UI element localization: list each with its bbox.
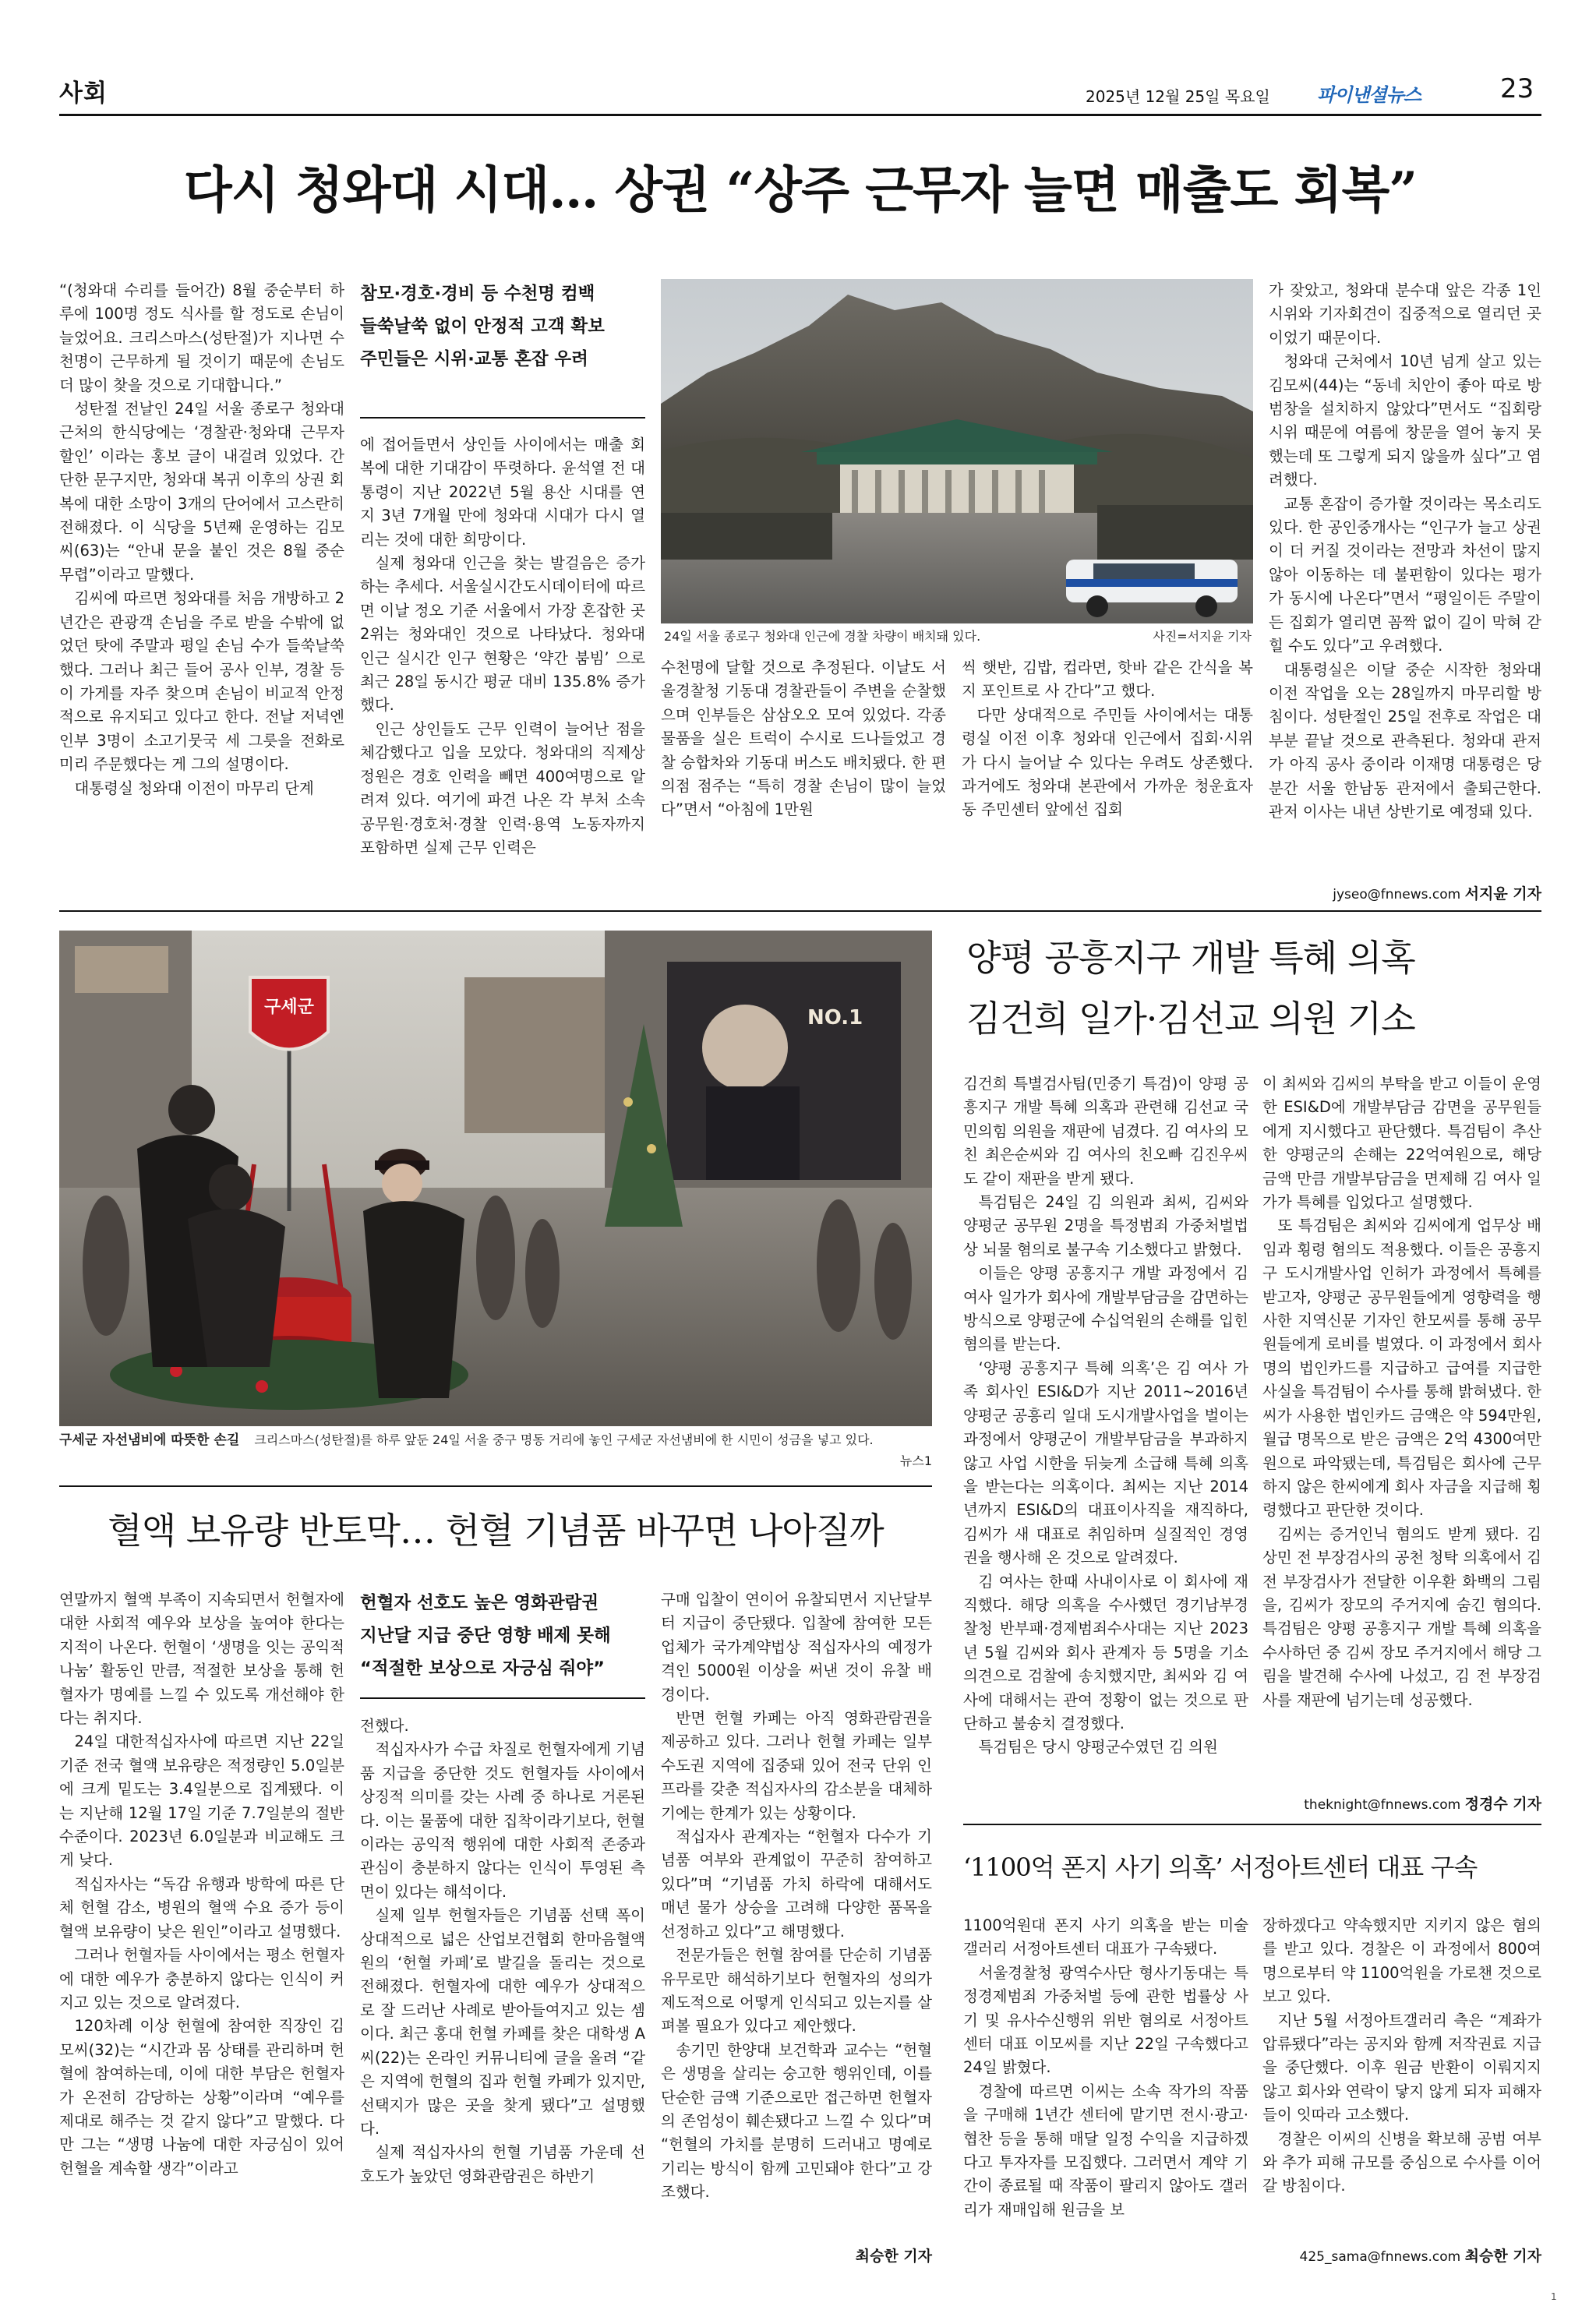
paragraph: 실제 청와대 인근을 찾는 발걸음은 증가하는 추세다. 서울실시간도시데이터에 따르면 이날 정오 기준 서울에서 가장 혼잡한 곳 2위는 청와대인 것으로 나타났다. 청와대 인근 실시간 인구 현황은 ‘약간 붐빔’ 으로 최근 28일 동시간 평균 대비 135.8% 증가했다. <box>360 554 645 715</box>
paragraph: 1100억원대 폰지 사기 의혹을 받는 미술 갤러리 서정아트센터 대표가 구속됐다. <box>963 1916 1248 1958</box>
photo2-credit: 뉴스1 <box>899 1453 932 1468</box>
photo2-caption-title: 구세군 자선냄비에 따뜻한 손길 <box>59 1432 240 1448</box>
story1-byline <box>1269 882 1541 906</box>
story2-headline <box>966 927 1541 1049</box>
story3-byline <box>661 2245 932 2269</box>
paragraph: 인근 상인들도 근무 인력이 늘어난 점을 체감했다고 입을 모았다. 청와대의 직제상 정원은 경호 인력을 빼면 400여명으로 알려져 있다. 여기에 파견 나온 각 부처 소속 공무원·경호처·경찰 인력·용역 노동자까지 포함하면 실제 근무 인력은 <box>360 719 645 856</box>
paragraph: 적십자사가 수급 차질로 헌혈자에게 기념품 지급을 중단한 것도 헌혈자들 사이에서 상징적 의미를 갖는 사례 중 하나로 거론된다. 이는 물품에 대한 집착이라기보다, 헌혈이라는 공익적 행위에 대한 사회적 존중과 관심이 충분하지 않다는 인식이 투영된 측면이 있다는 해석이다. <box>360 1740 645 1901</box>
byline-name: 서지윤 기자 <box>1464 885 1541 902</box>
billboard-text: NO.1 <box>807 1006 863 1030</box>
story2-headline-line2: 김건희 일가·김선교 의원 기소 <box>966 998 1415 1040</box>
story2-headline-line1: 양평 공흥지구 개발 특혜 의혹 <box>966 937 1415 979</box>
byline-email: 425_sama@fnnews.com <box>1299 2249 1461 2265</box>
salvation-army-photo-image <box>59 931 932 1426</box>
paragraph: 전문가들은 헌혈 참여를 단순히 기념품 유무로만 해석하기보다 헌혈자의 성의가 제도적으로 어떻게 인식되고 있는지를 살펴볼 필요가 있다고 제안했다. <box>661 1946 932 2036</box>
paragraph: 경찰은 이씨의 신병을 확보해 공범 여부와 추가 피해 규모를 중심으로 수사를 이어갈 방침이다. <box>1262 2129 1541 2195</box>
subhead: 들쑥날쑥 없이 안정적 고객 확보 <box>360 316 605 337</box>
byline-name: 정경수 기자 <box>1464 1796 1541 1813</box>
paragraph: ‘양평 공흥지구 특혜 의혹’은 김 여사 가족 회사인 ESI&D가 지난 2011~2016년 양평군 공흥리 일대 도시개발사업을 벌이는 과정에서 양평군이 개발부담금을 부과하지 않고 사업 시한을 뒤늦게 소급해 특혜 의혹을 받는다는 의혹이다. 최씨는 지난 2014년까지 ESI&D의 대표이사직을 재직하다, 김씨가 새 대표로 취임하며 실질적인 경영권을 행사해 온 것으로 알려졌다. <box>963 1358 1248 1567</box>
story1-subheads <box>360 277 645 376</box>
byline-name: 최승한 기자 <box>855 2248 932 2265</box>
paragraph: 적십자사는 “독감 유행과 방학에 따른 단체 헌혈 감소, 병원의 혈액 수요 증가 등이 혈액 보유량이 낮은 원인”이라고 설명했다. <box>59 1874 344 1941</box>
subhead: 주민들은 시위·교통 혼잡 우려 <box>360 349 588 369</box>
paragraph: 씩 햇반, 김밥, 컵라면, 핫바 같은 간식을 복지 포인트로 사 간다”고 했다. <box>962 659 1253 701</box>
story1-column-2 <box>360 433 645 860</box>
paragraph: 교통 혼잡이 증가할 것이라는 목소리도 있다. 한 공인중개사는 “인구가 늘고 상권이 더 커질 것이라는 전망과 차선이 많지 않아 이동하는 데 불편함이 있다는 평가가 동시에 나온다”면서 “평일이든 주말이든 집회가 열리면 꼼짝 없이 길이 막혀 갇힐 수도 있다”고 우려했다. <box>1269 494 1541 655</box>
cheongwadae-photo-image <box>661 279 1253 623</box>
photo1-credit: 사진=서지윤 기자 <box>1153 629 1252 644</box>
paragraph: 전했다. <box>360 1717 409 1735</box>
paragraph: 연말까지 혈액 부족이 지속되면서 헌혈자에 대한 사회적 예우와 보상을 높여야 한다는 지적이 나온다. 헌혈이 ‘생명을 잇는 공익적 나눔’ 활동인 만큼, 적절한 보상을 통해 헌혈자가 명예를 느낄 수 있도록 개선해야 한다는 취지다. <box>59 1591 344 1728</box>
subhead: 지난달 지급 중단 영향 배제 못해 <box>360 1626 611 1646</box>
byline-email: theknight@fnnews.com <box>1304 1797 1461 1813</box>
paragraph: 김건희 특별검사팀(민중기 특검)이 양평 공흥지구 개발 특혜 의혹과 관련해 김선교 국민의힘 의원을 재판에 넘겼다. 김 여사의 모친 최은순씨와 김 여사의 친오빠 김진우씨도 같이 재판을 받게 됐다. <box>963 1075 1248 1188</box>
story3-column-1 <box>59 1588 344 2181</box>
subhead-rule <box>360 417 645 419</box>
paragraph: 대통령실은 이달 중순 시작한 청와대 이전 작업을 오는 28일까지 마무리할 방침이다. 성탄절인 25일 전후로 작업은 대부분 끝날 것으로 관측된다. 청와대 관저가 아직 공사 중이라 이재명 대통령은 당분간 서울 한남동 관저에서 출퇴근한다. 관저 이사는 내년 상반기로 예정돼 있다. <box>1269 660 1541 821</box>
story1-column-3 <box>661 656 946 822</box>
paragraph: 특검팀은 당시 양평군수였던 김 의원 <box>978 1738 1218 1757</box>
salvation-army-photo <box>59 931 932 1426</box>
story4-headline: ‘1100억 폰지 사기 의혹’ 서정아트센터 대표 구속 <box>963 1852 1478 1882</box>
story1-column-5 <box>1269 279 1541 824</box>
paragraph: 서울경찰청 광역수사단 형사기동대는 특정경제범죄 가중처벌 등에 관한 법률상 사기 및 유사수신행위 위반 혐의로 서정아트센터 대표 이모씨를 지난 22일 구속했다고 24일 밝혔다. <box>963 1963 1248 2077</box>
story2-bottom-rule <box>963 1824 1541 1825</box>
paragraph: 24일 대한적십자사에 따르면 지난 22일 기준 전국 혈액 보유량은 적정량인 5.0일분에 크게 밑도는 3.4일분으로 집계됐다. 이는 지난해 12월 17일 기준 7.7일분의 절반 수준이다. 2023년 6.0일분과 비교해도 크게 낮다. <box>59 1732 344 1870</box>
byline-name: 최승한 기자 <box>1464 2248 1541 2265</box>
paragraph: 가 잦았고, 청와대 분수대 앞은 각종 1인 시위와 기자회견이 집중적으로 열리던 곳이었기 때문이다. <box>1269 281 1541 347</box>
paragraph: 실제 적십자사의 헌혈 기념품 가운데 선호도가 높았던 영화관람권은 하반기 <box>360 2143 645 2185</box>
photo2-bottom-rule <box>59 1485 932 1487</box>
story1-column-4 <box>962 656 1253 822</box>
paragraph: 120차례 이상 헌혈에 참여한 직장인 김모씨(32)는 “시간과 몸 상태를 관리하며 헌혈에 참여하는데, 이에 대한 부담은 헌혈자가 온전히 감당하는 상황”이라며 “예우를 제대로 해주는 것 같지 않다”고 말했다. 다만 그는 “생명 나눔에 대한 자긍심이 있어 헌혈을 계속할 생각”이라고 <box>59 2017 344 2177</box>
paragraph: 반면 헌혈 카페는 아직 영화관람권을 제공하고 있다. 그러나 헌혈 카페는 일부 수도권 지역에 집중돼 있어 전국 단위 인프라를 갖춘 적십자사의 감소분을 대체하기에는 한계가 있는 상황이다. <box>661 1709 932 1822</box>
paragraph: 청와대 근처에서 10년 넘게 살고 있는 김모씨(44)는 “동네 치안이 좋아 따로 방범창을 설치하지 않았다”면서도 “집회랑 시위 때문에 여름에 창문을 열어 놓지 못했는데 또 그렇게 되지 않을까 싶다”고 염려했다. <box>1269 352 1541 489</box>
subhead-rule <box>360 1697 645 1699</box>
story2-column-2 <box>1262 1072 1541 1712</box>
story4-column-1 <box>963 1914 1248 2222</box>
byline-email: jyseo@fnnews.com <box>1333 887 1461 902</box>
issue-date: 2025년 12월 25일 목요일 <box>1086 87 1270 106</box>
story3-column-3 <box>661 1588 932 2205</box>
photo2-caption <box>59 1429 916 1451</box>
story3-column-2 <box>360 1715 645 2188</box>
story4-byline <box>1262 2245 1541 2269</box>
sign-text: 구세군 <box>264 998 314 1017</box>
paragraph: 적십자사 관계자는 “헌혈자 다수가 기념품 여부와 관계없이 꾸준히 참여하고 있다”며 “기념품 가치 하락에 대해서도 매년 물가 상승을 고려해 다양한 품목을 선정하고 있다”고 해명했다. <box>661 1828 932 1941</box>
paragraph: 김씨에 따르면 청와대를 처음 개방하고 2년간은 관광객 손님을 주로 받을 수밖에 없었던 탓에 주말과 평일 손님 수가 들쑥날쑥했다. 그러나 최근 들어 공사 인부, 경찰 등이 가게를 자주 찾으며 손님이 비교적 안정적으로 유지되고 있다고 한다. 전날 저녁엔 인부 3명이 소고기뭇국 세 그릇을 전화로 미리 주문했다는 게 그의 설명이다. <box>59 589 344 774</box>
photo1-caption: 24일 서울 종로구 청와대 인근에 경찰 차량이 배치돼 있다. <box>664 629 981 644</box>
story3-headline: 혈액 보유량 반토막… 헌혈 기념품 바꾸면 나아질까 <box>108 1510 884 1552</box>
story1-column-1 <box>59 279 344 800</box>
paragraph: 이 최씨와 김씨의 부탁을 받고 이들이 운영한 ESI&D에 개발부담금 감면을 공무원들에게 지시했다고 판단했다. 특검팀이 추산한 양평군의 손해는 22억여원으로, 해당 금액 만큼 개발부담금을 면제해 김 여사 일가가 특혜를 입었다고 설명했다. <box>1262 1075 1541 1212</box>
paragraph: 그러나 헌혈자들 사이에서는 평소 헌혈자에 대한 예우가 충분하지 않다는 인식이 커지고 있는 것으로 알려졌다. <box>59 1946 344 2011</box>
brand-logo: 파이낸셜뉴스 <box>1317 84 1421 106</box>
story1-headline: 다시 청와대 시대… 상권 “상주 근무자 늘면 매출도 회복” <box>183 161 1418 220</box>
page-number: 23 <box>1500 73 1534 104</box>
story1-bottom-rule <box>59 910 1541 912</box>
paragraph: 김씨는 증거인닉 혐의도 받게 됐다. 김상민 전 부장검사의 공천 청탁 의혹에서 김 전 부장검사가 전달한 이우환 화백의 그림을, 김씨가 장모의 주거지에 숨긴 혐의다. 특검팀은 양평 공흥지구 개발 특혜 의혹을 수사하던 중 김씨 장모 주거지에서 해당 그림을 발견해 수사에 나섰고, 김 전 부장검사를 재판에 넘기는데 성공했다. <box>1262 1524 1541 1709</box>
paragraph: 장하겠다고 약속했지만 지키지 않은 혐의를 받고 있다. 경찰은 이 과정에서 800여명으로부터 약 1100억원을 가로챈 것으로 보고 있다. <box>1262 1916 1541 2006</box>
paragraph: 지난 5월 서정아트갤러리 측은 “계좌가 압류됐다”라는 공지와 함께 저작권료 지급을 중단했다. 이후 원금 반환이 이뤄지지 않고 회사와 연락이 닿지 않게 되자 피해자들이 잇따라 고소했다. <box>1262 2011 1541 2124</box>
paragraph: 다만 상대적으로 주민들 사이에서는 대통령실 이전 이후 청와대 인근에서 집회·시위가 다시 늘어날 수 있다는 우려도 상존했다. 과거에도 청와대 본관에서 가까운 청운효자동 주민센터 앞에선 집회 <box>962 705 1253 819</box>
paragraph: 구매 입찰이 연이어 유찰되면서 지난달부터 지급이 중단됐다. 입찰에 참여한 모든 업체가 국가계약법상 적십자사의 예정가격인 5000원 이상을 써낸 것이 유찰 배경이다. <box>661 1591 932 1704</box>
paragraph: 실제 일부 헌혈자들은 기념품 선택 폭이 상대적으로 넓은 산업보건협회 한마음혈액원의 ‘헌혈 카페’로 발길을 돌리는 것으로 전해졌다. 헌혈자에 대한 예우가 상대적으로 잘 드러난 사례로 받아들여지고 있는 셈이다. 최근 홍대 헌혈 카페를 찾은 대학생 A씨(22)는 온라인 커뮤니티에 글을 올려 “같은 지역에 헌혈의 집과 헌혈 카페가 있지만, 선택지가 많은 곳을 찾게 됐다”고 설명했다. <box>360 1906 645 2138</box>
paragraph: 성탄절 전날인 24일 서울 종로구 청와대 근처의 한식당에는 ‘경찰관·청와대 근무자 할인’ 이라는 홍보 글이 내걸려 있었다. 간단한 문구지만, 청와대 복귀 이후의 상권 회복에 대한 소망이 3개의 단어에서 고스란히 전해졌다. 이 식당을 5년째 운영하는 김모씨(63)는 “안내 문을 붙인 것은 8월 중순 무렵”이라고 말했다. <box>59 400 344 584</box>
paragraph: 수천명에 달할 것으로 추정된다. 이날도 서울경찰청 기동대 경찰관들이 주변을 순찰했으며 인부들은 삼삼오오 모여 있었다. 각종 물품을 실은 트럭이 수시로 드나들었고 경찰 승합차와 기동대 버스도 배치됐다. 한 편의점 점주는 “특히 경찰 손님이 많이 늘었다”면서 “아침에 1만원 <box>661 659 946 819</box>
story4-column-2 <box>1262 1914 1541 2199</box>
subhead: 헌혈자 선호도 높은 영화관람권 <box>360 1593 599 1613</box>
header-rule <box>59 114 1541 116</box>
subhead: 참모·경호·경비 등 수천명 컴백 <box>360 284 595 304</box>
subhead: “적절한 보상으로 자긍심 줘야” <box>360 1658 605 1679</box>
paragraph: 김 여사는 한때 사내이사로 이 회사에 재직했다. 해당 의혹을 수사했던 경기남부경찰청 반부패·경제범죄수사대는 지난 2023년 5월 김씨와 회사 관계자 등 5명을 기소 의견으로 검찰에 송치했지만, 최씨와 김 여사에 대해서는 관여 정황이 없는 것으로 판단하고 불송치 결정했다. <box>963 1572 1248 1732</box>
story2-column-1 <box>963 1072 1248 1760</box>
paragraph: 송기민 한양대 보건학과 교수는 “헌혈은 생명을 살리는 숭고한 행위인데, 이를 단순한 금액 기준으로만 접근하면 헌혈자의 존엄성이 훼손됐다고 느낄 수 있다”며 “헌혈의 가치를 분명히 드러내고 명예로 기리는 방식이 함께 고민돼야 한다”고 강조했다. <box>661 2040 932 2202</box>
paragraph: 경찰에 따르면 이씨는 소속 작가의 작품을 구매해 1년간 센터에 맡기면 전시·광고·협찬 등을 통해 매달 일정 수익을 지급하겠다고 투자자를 모집했다. 그러면서 계약 기간이 종료될 때 작품이 팔리지 않아도 갤러리가 재매입해 원금을 보 <box>963 2082 1248 2219</box>
cheongwadae-photo <box>661 279 1253 623</box>
story2-byline <box>1262 1792 1541 1817</box>
photo2-caption-body: 크리스마스(성탄절)를 하루 앞둔 24일 서울 중구 명동 거리에 놓인 구세군 자선냄비에 한 시민이 성금을 넣고 있다. <box>254 1432 874 1447</box>
paragraph: 특검팀은 24일 김 의원과 최씨, 김씨와 양평군 공무원 2명을 특정범죄 가중처벌법상 뇌물 혐의로 불구속 기소했다고 밝혔다. <box>963 1193 1248 1259</box>
footer-page-mark: 1 <box>1551 2291 1557 2302</box>
paragraph: 대통령실 청와대 이전이 마무리 단계 <box>74 779 314 797</box>
section-label: 사회 <box>59 79 108 108</box>
paragraph: “(청와대 수리를 들어간) 8월 중순부터 하루에 100명 정도 식사를 할 정도로 손님이 늘었어요. 크리스마스(성탄절)가 지나면 수천명이 근무하게 될 것이기 때문에 손님도 더 많이 찾을 것으로 기대합니다.” <box>59 281 344 394</box>
paragraph: 또 특검팀은 최씨와 김씨에게 업무상 배임과 횡령 혐의도 적용했다. 이들은 공흥지구 도시개발사업 인허가 과정에서 특혜를 받고자, 양평군 공무원들에게 영향력을 행사한 지역신문 기자인 한모씨를 통해 공무원들에게 로비를 벌였다. 이 과정에서 회사 명의 법인카드를 지급하고 급여를 지급한 사실을 특검팀이 수사를 통해 밝혀냈다. 한씨가 사용한 법인카드 금액은 약 594만원, 월급 명목으로 받은 금액은 2억 4300여만원으로 파악됐는데, 특검팀은 회사에 근무하지 않은 한씨에게 회사 자금을 지급해 횡령했다고 판단한 것이다. <box>1262 1217 1541 1520</box>
paragraph: 이들은 양평 공흥지구 개발 과정에서 김 여사 일가가 회사에 개발부담금을 감면하는 방식으로 양평군에 수십억원의 손해를 입힌 혐의를 받는다. <box>963 1264 1248 1354</box>
paragraph: 에 접어들면서 상인들 사이에서는 매출 회복에 대한 기대감이 뚜렷하다. 윤석열 전 대통령이 지난 2022년 5월 용산 시대를 연 지 3년 7개월 만에 청와대 시대가 다시 열리는 것에 대한 희망이다. <box>360 436 645 549</box>
story3-subheads <box>360 1587 645 1685</box>
